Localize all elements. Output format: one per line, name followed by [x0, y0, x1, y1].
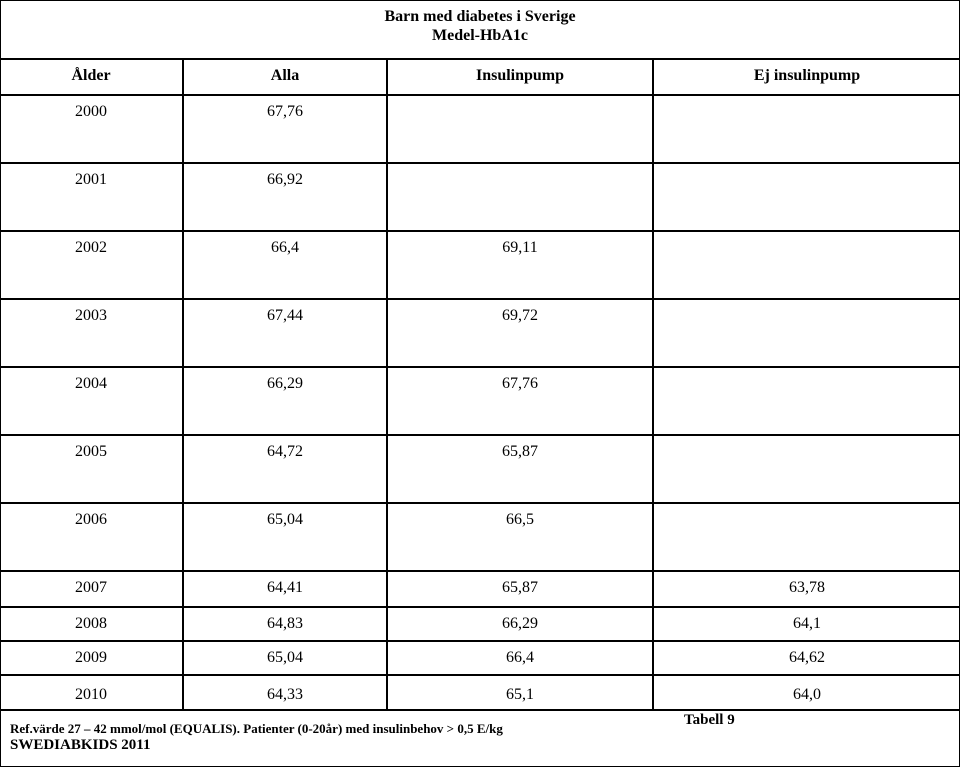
insulin-pump-cell: 66,29 — [502, 615, 538, 632]
all-cell: 64,41 — [267, 579, 303, 596]
insulin-pump-cell: 66,4 — [506, 649, 534, 666]
no-insulin-pump-cell — [654, 442, 960, 462]
no-insulin-pump-cell — [654, 306, 960, 326]
no-insulin-pump-cell: 64,62 — [789, 649, 825, 666]
insulin-pump-cell: 67,76 — [502, 375, 538, 392]
header-age: Ålder — [71, 67, 111, 84]
no-insulin-pump-cell: 64,0 — [793, 686, 821, 703]
row-divider — [0, 162, 960, 164]
insulin-pump-cell: 69,11 — [502, 239, 538, 256]
year-cell: 2004 — [75, 375, 107, 392]
year-cell: 2010 — [75, 686, 107, 703]
all-cell: 64,83 — [267, 615, 303, 632]
table-label: Tabell 9 — [684, 712, 735, 728]
no-insulin-pump-cell — [654, 102, 960, 122]
all-cell: 64,72 — [267, 443, 303, 460]
no-insulin-pump-cell: 63,78 — [789, 579, 825, 596]
year-cell: 2001 — [75, 171, 107, 188]
row-divider — [0, 434, 960, 436]
header-no-insulin-pump: Ej insulinpump — [753, 67, 861, 84]
year-cell: 2002 — [75, 239, 107, 256]
title-line-1: Barn med diabetes i Sverige — [384, 8, 576, 25]
all-cell: 66,4 — [271, 239, 299, 256]
row-divider — [0, 94, 960, 96]
year-cell: 2008 — [75, 615, 107, 632]
source-label: SWEDIABKIDS 2011 — [10, 737, 151, 753]
no-insulin-pump-cell — [654, 510, 960, 530]
insulin-pump-cell: 65,87 — [502, 443, 538, 460]
row-divider — [0, 570, 960, 572]
row-divider — [0, 606, 960, 608]
row-divider — [0, 709, 960, 711]
no-insulin-pump-cell — [654, 374, 960, 394]
row-divider — [0, 674, 960, 676]
all-cell: 67,76 — [267, 103, 303, 120]
insulin-pump-cell: 65,87 — [502, 579, 538, 596]
year-cell: 2000 — [75, 103, 107, 120]
row-divider — [0, 640, 960, 642]
header-insulin-pump: Insulinpump — [475, 67, 565, 84]
year-cell: 2005 — [75, 443, 107, 460]
year-cell: 2003 — [75, 307, 107, 324]
all-cell: 66,92 — [267, 171, 303, 188]
title-line-2: Medel-HbA1c — [432, 27, 528, 44]
insulin-pump-cell: 66,5 — [506, 511, 534, 528]
row-divider — [0, 298, 960, 300]
all-cell: 66,29 — [267, 375, 303, 392]
row-divider — [0, 230, 960, 232]
all-cell: 65,04 — [267, 649, 303, 666]
no-insulin-pump-cell — [654, 238, 960, 258]
header-all: Alla — [270, 67, 300, 84]
no-insulin-pump-cell: 64,1 — [793, 615, 821, 632]
insulin-pump-cell: 65,1 — [506, 686, 534, 703]
table-title — [0, 0, 960, 60]
insulin-pump-cell — [388, 102, 652, 122]
year-cell: 2009 — [75, 649, 107, 666]
year-cell: 2007 — [75, 579, 107, 596]
reference-note: Ref.värde 27 – 42 mmol/mol (EQUALIS). Patienter (0-20år) med insulinbehov > 0,5 E/kg — [10, 721, 503, 736]
no-insulin-pump-cell — [654, 170, 960, 190]
year-cell: 2006 — [75, 511, 107, 528]
row-divider — [0, 366, 960, 368]
insulin-pump-cell — [388, 170, 652, 190]
insulin-pump-cell: 69,72 — [502, 307, 538, 324]
all-cell: 65,04 — [267, 511, 303, 528]
all-cell: 67,44 — [267, 307, 303, 324]
row-divider — [0, 502, 960, 504]
all-cell: 64,33 — [267, 686, 303, 703]
